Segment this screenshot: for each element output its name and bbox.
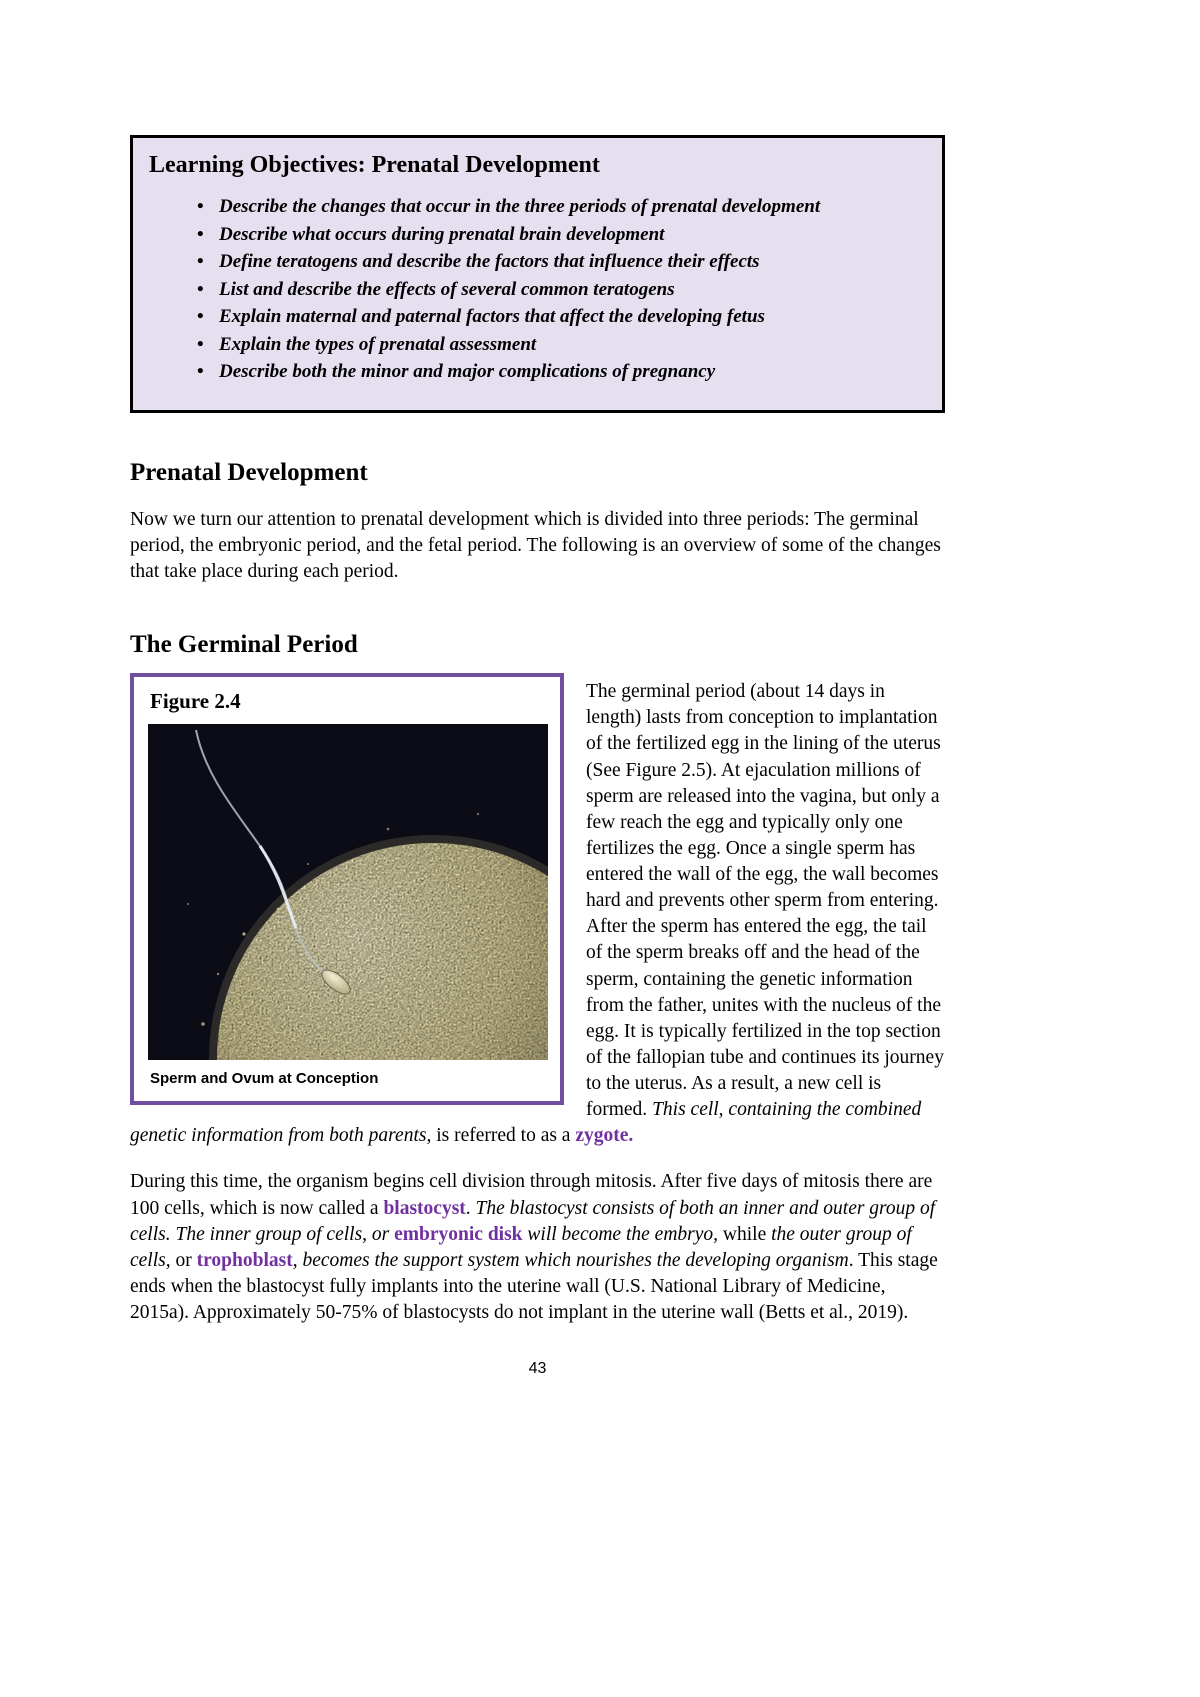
paragraph-germinal-1: The germinal period (about 14 days in length) lasts from conception to implantation of the fertilized egg in the lining of the uterus (See Figure 2.5). At ejaculation millions of sperm are released into the vagina, but only a few reach the egg and typically only one fertilizes the egg. Once a single sperm has entered the wall of the egg, the wall becomes hard and prevents other sperm from entering. After the sperm has entered the egg, the tail of the sperm breaks off and the head of the sperm, containing the genetic information from the father, unites with the nucleus of the egg. It is typically fertilized in the top section of the fallopian tube and continues its journey to the uterus. As a result, a new cell is formed. This cell, containing the combined genetic information from both parents, is referred to as a zygote. <box>130 681 944 1147</box>
learning-objectives-box <box>130 135 945 413</box>
paragraph-germinal-2: During this time, the organism begins cell division through mitosis. After five days of mitosis there are 100 cells, which is now called a blastocyst. The blastocyst consists of both an inner and outer group of cells. The inner group of cells, or embryonic disk will become the embryo, while the outer group of cells, or trophoblast, becomes the support system which nourishes the developing organism. This stage ends when the blastocyst fully implants into the uterine wall (U.S. National Library of Medicine, 2015a). Approximately 50-75% of blastocysts do not implant in the uterine wall (Betts et al., 2019). <box>130 1171 938 1324</box>
figure-2-4 <box>130 673 564 1105</box>
objective-item: • List and describe the effects of several common teratogens <box>197 276 922 304</box>
heading-germinal-period: The Germinal Period <box>130 631 358 659</box>
objective-item: • Define teratogens and describe the factors that influence their effects <box>197 248 922 276</box>
page-content <box>130 0 945 1378</box>
paragraph-prenatal-intro: Now we turn our attention to prenatal development which is divided into three periods: The germinal period, the embryonic period, and the fetal period. The following is an overview of some of the changes that take place during each period. <box>130 508 941 583</box>
objective-item: • Describe the changes that occur in the three periods of prenatal development <box>197 193 922 221</box>
figure-label: Figure 2.4 <box>150 689 241 714</box>
heading-prenatal-development: Prenatal Development <box>130 458 368 486</box>
objective-item: • Explain maternal and paternal factors that affect the developing fetus <box>197 303 922 331</box>
sperm-ovum-image <box>148 724 548 1060</box>
figure-caption: Sperm and Ovum at Conception <box>150 1070 379 1088</box>
learning-objectives-list <box>197 193 922 386</box>
objective-item: • Describe both the minor and major complications of pregnancy <box>197 358 922 386</box>
objective-item: • Describe what occurs during prenatal brain development <box>197 221 922 249</box>
learning-objectives-title: Learning Objectives: Prenatal Development <box>149 152 600 178</box>
page-number: 43 <box>528 1360 547 1378</box>
objective-item: • Explain the types of prenatal assessment <box>197 331 922 359</box>
